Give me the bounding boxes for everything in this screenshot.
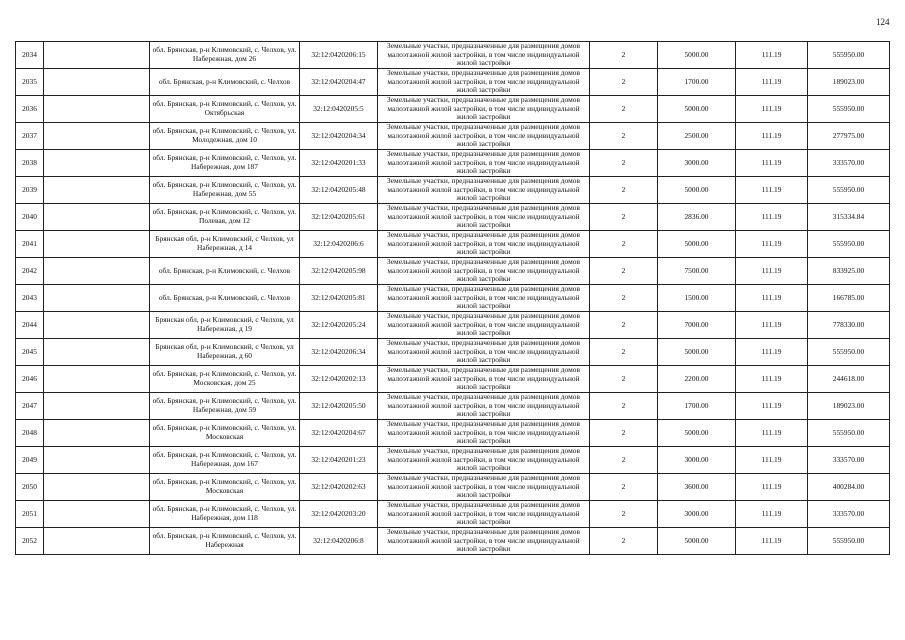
address-cell: обл. Брянская, р-н Климовский, с. Челхов, ул. Набережная, дом 187 xyxy=(150,150,300,177)
area-cell: 5000.00 xyxy=(658,42,736,69)
table-row xyxy=(16,501,890,528)
table-row xyxy=(16,177,890,204)
address-cell: обл. Брянская, р-н Климовский, с. Челхов, ул. Молодежная, дом 10 xyxy=(150,123,300,150)
table-row xyxy=(16,204,890,231)
address-cell: обл. Брянская, р-н Климовский, с. Челхов, ул. Набережная, дом 26 xyxy=(150,42,300,69)
area-cell: 1500.00 xyxy=(658,285,736,312)
cadastral-value-cell: 555950.00 xyxy=(808,339,890,366)
land-use-description-cell: Земельные участки, предназначенные для размещения домов малоэтажной жилой застройки, в том числе индивидуальной жилой застройки xyxy=(378,528,590,555)
table-row xyxy=(16,123,890,150)
spacer-cell xyxy=(44,366,150,393)
category-cell: 2 xyxy=(590,366,658,393)
land-use-description-cell: Земельные участки, предназначенные для размещения домов малоэтажной жилой застройки, в том числе индивидуальной жилой застройки xyxy=(378,258,590,285)
area-cell: 3600.00 xyxy=(658,474,736,501)
area-cell: 1700.00 xyxy=(658,69,736,96)
category-cell: 2 xyxy=(590,123,658,150)
cadastral-number-cell: 32:12:0420204:34 xyxy=(300,123,378,150)
category-cell: 2 xyxy=(590,528,658,555)
spacer-cell xyxy=(44,204,150,231)
land-registry-table xyxy=(15,41,890,555)
address-cell: обл. Брянская, р-н Климовский, с. Челхов, ул. Набережная, дом 167 xyxy=(150,447,300,474)
category-cell: 2 xyxy=(590,474,658,501)
address-cell: обл. Брянская, р-н Климовский, с. Челхов, ул. Московская xyxy=(150,420,300,447)
land-use-description-cell: Земельные участки, предназначенные для размещения домов малоэтажной жилой застройки, в том числе индивидуальной жилой застройки xyxy=(378,177,590,204)
cadastral-value-cell: 833925.00 xyxy=(808,258,890,285)
address-cell: обл. Брянская, р-н Климовский, с. Челхов, ул. Полевая, дом 12 xyxy=(150,204,300,231)
row-number-cell: 2035 xyxy=(16,69,44,96)
area-cell: 5000.00 xyxy=(658,528,736,555)
category-cell: 2 xyxy=(590,420,658,447)
land-use-description-cell: Земельные участки, предназначенные для размещения домов малоэтажной жилой застройки, в том числе индивидуальной жилой застройки xyxy=(378,231,590,258)
area-cell: 7500.00 xyxy=(658,258,736,285)
row-number-cell: 2052 xyxy=(16,528,44,555)
table-row xyxy=(16,339,890,366)
rate-cell: 111.19 xyxy=(736,204,808,231)
spacer-cell xyxy=(44,447,150,474)
area-cell: 2500.00 xyxy=(658,123,736,150)
rate-cell: 111.19 xyxy=(736,393,808,420)
area-cell: 5000.00 xyxy=(658,96,736,123)
cadastral-number-cell: 32:12:0420205:61 xyxy=(300,204,378,231)
land-use-description-cell: Земельные участки, предназначенные для размещения домов малоэтажной жилой застройки, в том числе индивидуальной жилой застройки xyxy=(378,339,590,366)
row-number-cell: 2047 xyxy=(16,393,44,420)
table-row xyxy=(16,528,890,555)
cadastral-number-cell: 32:12:0420203:20 xyxy=(300,501,378,528)
table-row xyxy=(16,258,890,285)
category-cell: 2 xyxy=(590,204,658,231)
rate-cell: 111.19 xyxy=(736,123,808,150)
cadastral-number-cell: 32:12:0420205:48 xyxy=(300,177,378,204)
address-cell: обл. Брянская, р-н Климовский, с. Челхов xyxy=(150,258,300,285)
row-number-cell: 2036 xyxy=(16,96,44,123)
spacer-cell xyxy=(44,231,150,258)
cadastral-value-cell: 555950.00 xyxy=(808,528,890,555)
cadastral-value-cell: 555950.00 xyxy=(808,231,890,258)
row-number-cell: 2041 xyxy=(16,231,44,258)
land-use-description-cell: Земельные участки, предназначенные для размещения домов малоэтажной жилой застройки, в том числе индивидуальной жилой застройки xyxy=(378,123,590,150)
cadastral-number-cell: 32:12:0420204:67 xyxy=(300,420,378,447)
row-number-cell: 2046 xyxy=(16,366,44,393)
rate-cell: 111.19 xyxy=(736,285,808,312)
category-cell: 2 xyxy=(590,501,658,528)
category-cell: 2 xyxy=(590,285,658,312)
rate-cell: 111.19 xyxy=(736,447,808,474)
spacer-cell xyxy=(44,285,150,312)
address-cell: обл. Брянская, р-н Климовский, с. Челхов, ул. Набережная, дом 59 xyxy=(150,393,300,420)
spacer-cell xyxy=(44,42,150,69)
cadastral-value-cell: 555950.00 xyxy=(808,177,890,204)
cadastral-value-cell: 277975.00 xyxy=(808,123,890,150)
page-number: 124 xyxy=(876,17,890,27)
land-use-description-cell: Земельные участки, предназначенные для размещения домов малоэтажной жилой застройки, в том числе индивидуальной жилой застройки xyxy=(378,204,590,231)
cadastral-number-cell: 32:12:0420206:6 xyxy=(300,231,378,258)
category-cell: 2 xyxy=(590,447,658,474)
address-cell: обл. Брянская, р-н Климовский, с. Челхов, ул. Набережная xyxy=(150,528,300,555)
area-cell: 1700.00 xyxy=(658,393,736,420)
spacer-cell xyxy=(44,339,150,366)
row-number-cell: 2038 xyxy=(16,150,44,177)
address-cell: Брянская обл, р-н Климовский, с Челхов, ул Набережная, д 60 xyxy=(150,339,300,366)
cadastral-value-cell: 244618.00 xyxy=(808,366,890,393)
cadastral-number-cell: 32:12:0420202:63 xyxy=(300,474,378,501)
area-cell: 3000.00 xyxy=(658,501,736,528)
spacer-cell xyxy=(44,258,150,285)
cadastral-value-cell: 333570.00 xyxy=(808,447,890,474)
cadastral-value-cell: 555950.00 xyxy=(808,420,890,447)
category-cell: 2 xyxy=(590,312,658,339)
cadastral-number-cell: 32:12:0420206:8 xyxy=(300,528,378,555)
land-use-description-cell: Земельные участки, предназначенные для размещения домов малоэтажной жилой застройки, в том числе индивидуальной жилой застройки xyxy=(378,393,590,420)
cadastral-value-cell: 555950.00 xyxy=(808,42,890,69)
address-cell: обл. Брянская, р-н Климовский, с. Челхов xyxy=(150,69,300,96)
area-cell: 5000.00 xyxy=(658,231,736,258)
spacer-cell xyxy=(44,312,150,339)
address-cell: обл. Брянская, р-н Климовский, с. Челхов, ул. Набережная, дом 118 xyxy=(150,501,300,528)
table-row xyxy=(16,150,890,177)
table-row xyxy=(16,420,890,447)
table-row xyxy=(16,231,890,258)
rate-cell: 111.19 xyxy=(736,42,808,69)
area-cell: 2836.00 xyxy=(658,204,736,231)
cadastral-value-cell: 400284.00 xyxy=(808,474,890,501)
cadastral-number-cell: 32:12:0420205:98 xyxy=(300,258,378,285)
area-cell: 7000.00 xyxy=(658,312,736,339)
row-number-cell: 2040 xyxy=(16,204,44,231)
land-use-description-cell: Земельные участки, предназначенные для размещения домов малоэтажной жилой застройки, в том числе индивидуальной жилой застройки xyxy=(378,96,590,123)
area-cell: 3000.00 xyxy=(658,447,736,474)
cadastral-value-cell: 333570.00 xyxy=(808,150,890,177)
table-row xyxy=(16,474,890,501)
area-cell: 3000.00 xyxy=(658,150,736,177)
address-cell: Брянская обл, р-н Климовский, с Челхов, ул Набережная, д 19 xyxy=(150,312,300,339)
address-cell: обл. Брянская, р-н Климовский, с. Челхов, ул. Октябрьская xyxy=(150,96,300,123)
category-cell: 2 xyxy=(590,339,658,366)
spacer-cell xyxy=(44,96,150,123)
area-cell: 5000.00 xyxy=(658,339,736,366)
table-row xyxy=(16,393,890,420)
cadastral-number-cell: 32:12:0420202:13 xyxy=(300,366,378,393)
cadastral-value-cell: 189023.00 xyxy=(808,69,890,96)
cadastral-number-cell: 32:12:0420205:50 xyxy=(300,393,378,420)
spacer-cell xyxy=(44,69,150,96)
rate-cell: 111.19 xyxy=(736,258,808,285)
row-number-cell: 2034 xyxy=(16,42,44,69)
category-cell: 2 xyxy=(590,69,658,96)
spacer-cell xyxy=(44,420,150,447)
table-row xyxy=(16,312,890,339)
area-cell: 5000.00 xyxy=(658,420,736,447)
row-number-cell: 2042 xyxy=(16,258,44,285)
spacer-cell xyxy=(44,150,150,177)
land-use-description-cell: Земельные участки, предназначенные для размещения домов малоэтажной жилой застройки, в том числе индивидуальной жилой застройки xyxy=(378,42,590,69)
row-number-cell: 2043 xyxy=(16,285,44,312)
rate-cell: 111.19 xyxy=(736,420,808,447)
cadastral-number-cell: 32:12:0420205:24 xyxy=(300,312,378,339)
rate-cell: 111.19 xyxy=(736,177,808,204)
spacer-cell xyxy=(44,474,150,501)
land-use-description-cell: Земельные участки, предназначенные для размещения домов малоэтажной жилой застройки, в том числе индивидуальной жилой застройки xyxy=(378,69,590,96)
rate-cell: 111.19 xyxy=(736,96,808,123)
category-cell: 2 xyxy=(590,258,658,285)
cadastral-number-cell: 32:12:0420205:5 xyxy=(300,96,378,123)
cadastral-value-cell: 189023.00 xyxy=(808,393,890,420)
table-row xyxy=(16,96,890,123)
table-row xyxy=(16,42,890,69)
address-cell: обл. Брянская, р-н Климовский, с. Челхов, ул. Московская xyxy=(150,474,300,501)
category-cell: 2 xyxy=(590,231,658,258)
rate-cell: 111.19 xyxy=(736,69,808,96)
row-number-cell: 2050 xyxy=(16,474,44,501)
cadastral-number-cell: 32:12:0420206:34 xyxy=(300,339,378,366)
row-number-cell: 2037 xyxy=(16,123,44,150)
land-use-description-cell: Земельные участки, предназначенные для размещения домов малоэтажной жилой застройки, в том числе индивидуальной жилой застройки xyxy=(378,312,590,339)
cadastral-value-cell: 166785.00 xyxy=(808,285,890,312)
rate-cell: 111.19 xyxy=(736,366,808,393)
land-use-description-cell: Земельные участки, предназначенные для размещения домов малоэтажной жилой застройки, в том числе индивидуальной жилой застройки xyxy=(378,474,590,501)
address-cell: Брянская обл, р-н Климовский, с Челхов, ул Набережная, д 14 xyxy=(150,231,300,258)
row-number-cell: 2051 xyxy=(16,501,44,528)
spacer-cell xyxy=(44,123,150,150)
land-use-description-cell: Земельные участки, предназначенные для размещения домов малоэтажной жилой застройки, в том числе индивидуальной жилой застройки xyxy=(378,366,590,393)
land-use-description-cell: Земельные участки, предназначенные для размещения домов малоэтажной жилой застройки, в том числе индивидуальной жилой застройки xyxy=(378,501,590,528)
rate-cell: 111.19 xyxy=(736,312,808,339)
land-use-description-cell: Земельные участки, предназначенные для размещения домов малоэтажной жилой застройки, в том числе индивидуальной жилой застройки xyxy=(378,420,590,447)
rate-cell: 111.19 xyxy=(736,339,808,366)
spacer-cell xyxy=(44,528,150,555)
row-number-cell: 2048 xyxy=(16,420,44,447)
cadastral-number-cell: 32:12:0420206:15 xyxy=(300,42,378,69)
rate-cell: 111.19 xyxy=(736,474,808,501)
table-row xyxy=(16,366,890,393)
cadastral-value-cell: 333570.00 xyxy=(808,501,890,528)
rate-cell: 111.19 xyxy=(736,501,808,528)
spacer-cell xyxy=(44,177,150,204)
row-number-cell: 2049 xyxy=(16,447,44,474)
category-cell: 2 xyxy=(590,96,658,123)
address-cell: обл. Брянская, р-н Климовский, с. Челхов, ул. Набережная, дом 55 xyxy=(150,177,300,204)
land-use-description-cell: Земельные участки, предназначенные для размещения домов малоэтажной жилой застройки, в том числе индивидуальной жилой застройки xyxy=(378,285,590,312)
row-number-cell: 2039 xyxy=(16,177,44,204)
cadastral-number-cell: 32:12:0420205:81 xyxy=(300,285,378,312)
cadastral-number-cell: 32:12:0420201:33 xyxy=(300,150,378,177)
area-cell: 2200.00 xyxy=(658,366,736,393)
table-row xyxy=(16,447,890,474)
cadastral-number-cell: 32:12:0420204:47 xyxy=(300,69,378,96)
cadastral-value-cell: 778330.00 xyxy=(808,312,890,339)
cadastral-value-cell: 555950.00 xyxy=(808,96,890,123)
row-number-cell: 2045 xyxy=(16,339,44,366)
category-cell: 2 xyxy=(590,393,658,420)
category-cell: 2 xyxy=(590,150,658,177)
land-use-description-cell: Земельные участки, предназначенные для размещения домов малоэтажной жилой застройки, в том числе индивидуальной жилой застройки xyxy=(378,150,590,177)
table-row xyxy=(16,69,890,96)
cadastral-value-cell: 315334.84 xyxy=(808,204,890,231)
rate-cell: 111.19 xyxy=(736,528,808,555)
rate-cell: 111.19 xyxy=(736,150,808,177)
spacer-cell xyxy=(44,501,150,528)
category-cell: 2 xyxy=(590,177,658,204)
category-cell: 2 xyxy=(590,42,658,69)
spacer-cell xyxy=(44,393,150,420)
area-cell: 5000.00 xyxy=(658,177,736,204)
rate-cell: 111.19 xyxy=(736,231,808,258)
address-cell: обл. Брянская, р-н Климовский, с. Челхов, ул. Московская, дом 25 xyxy=(150,366,300,393)
row-number-cell: 2044 xyxy=(16,312,44,339)
table-row xyxy=(16,285,890,312)
table-body xyxy=(16,42,890,555)
land-use-description-cell: Земельные участки, предназначенные для размещения домов малоэтажной жилой застройки, в том числе индивидуальной жилой застройки xyxy=(378,447,590,474)
address-cell: обл. Брянская, р-н Климовский, с. Челхов xyxy=(150,285,300,312)
cadastral-number-cell: 32:12:0420201:23 xyxy=(300,447,378,474)
